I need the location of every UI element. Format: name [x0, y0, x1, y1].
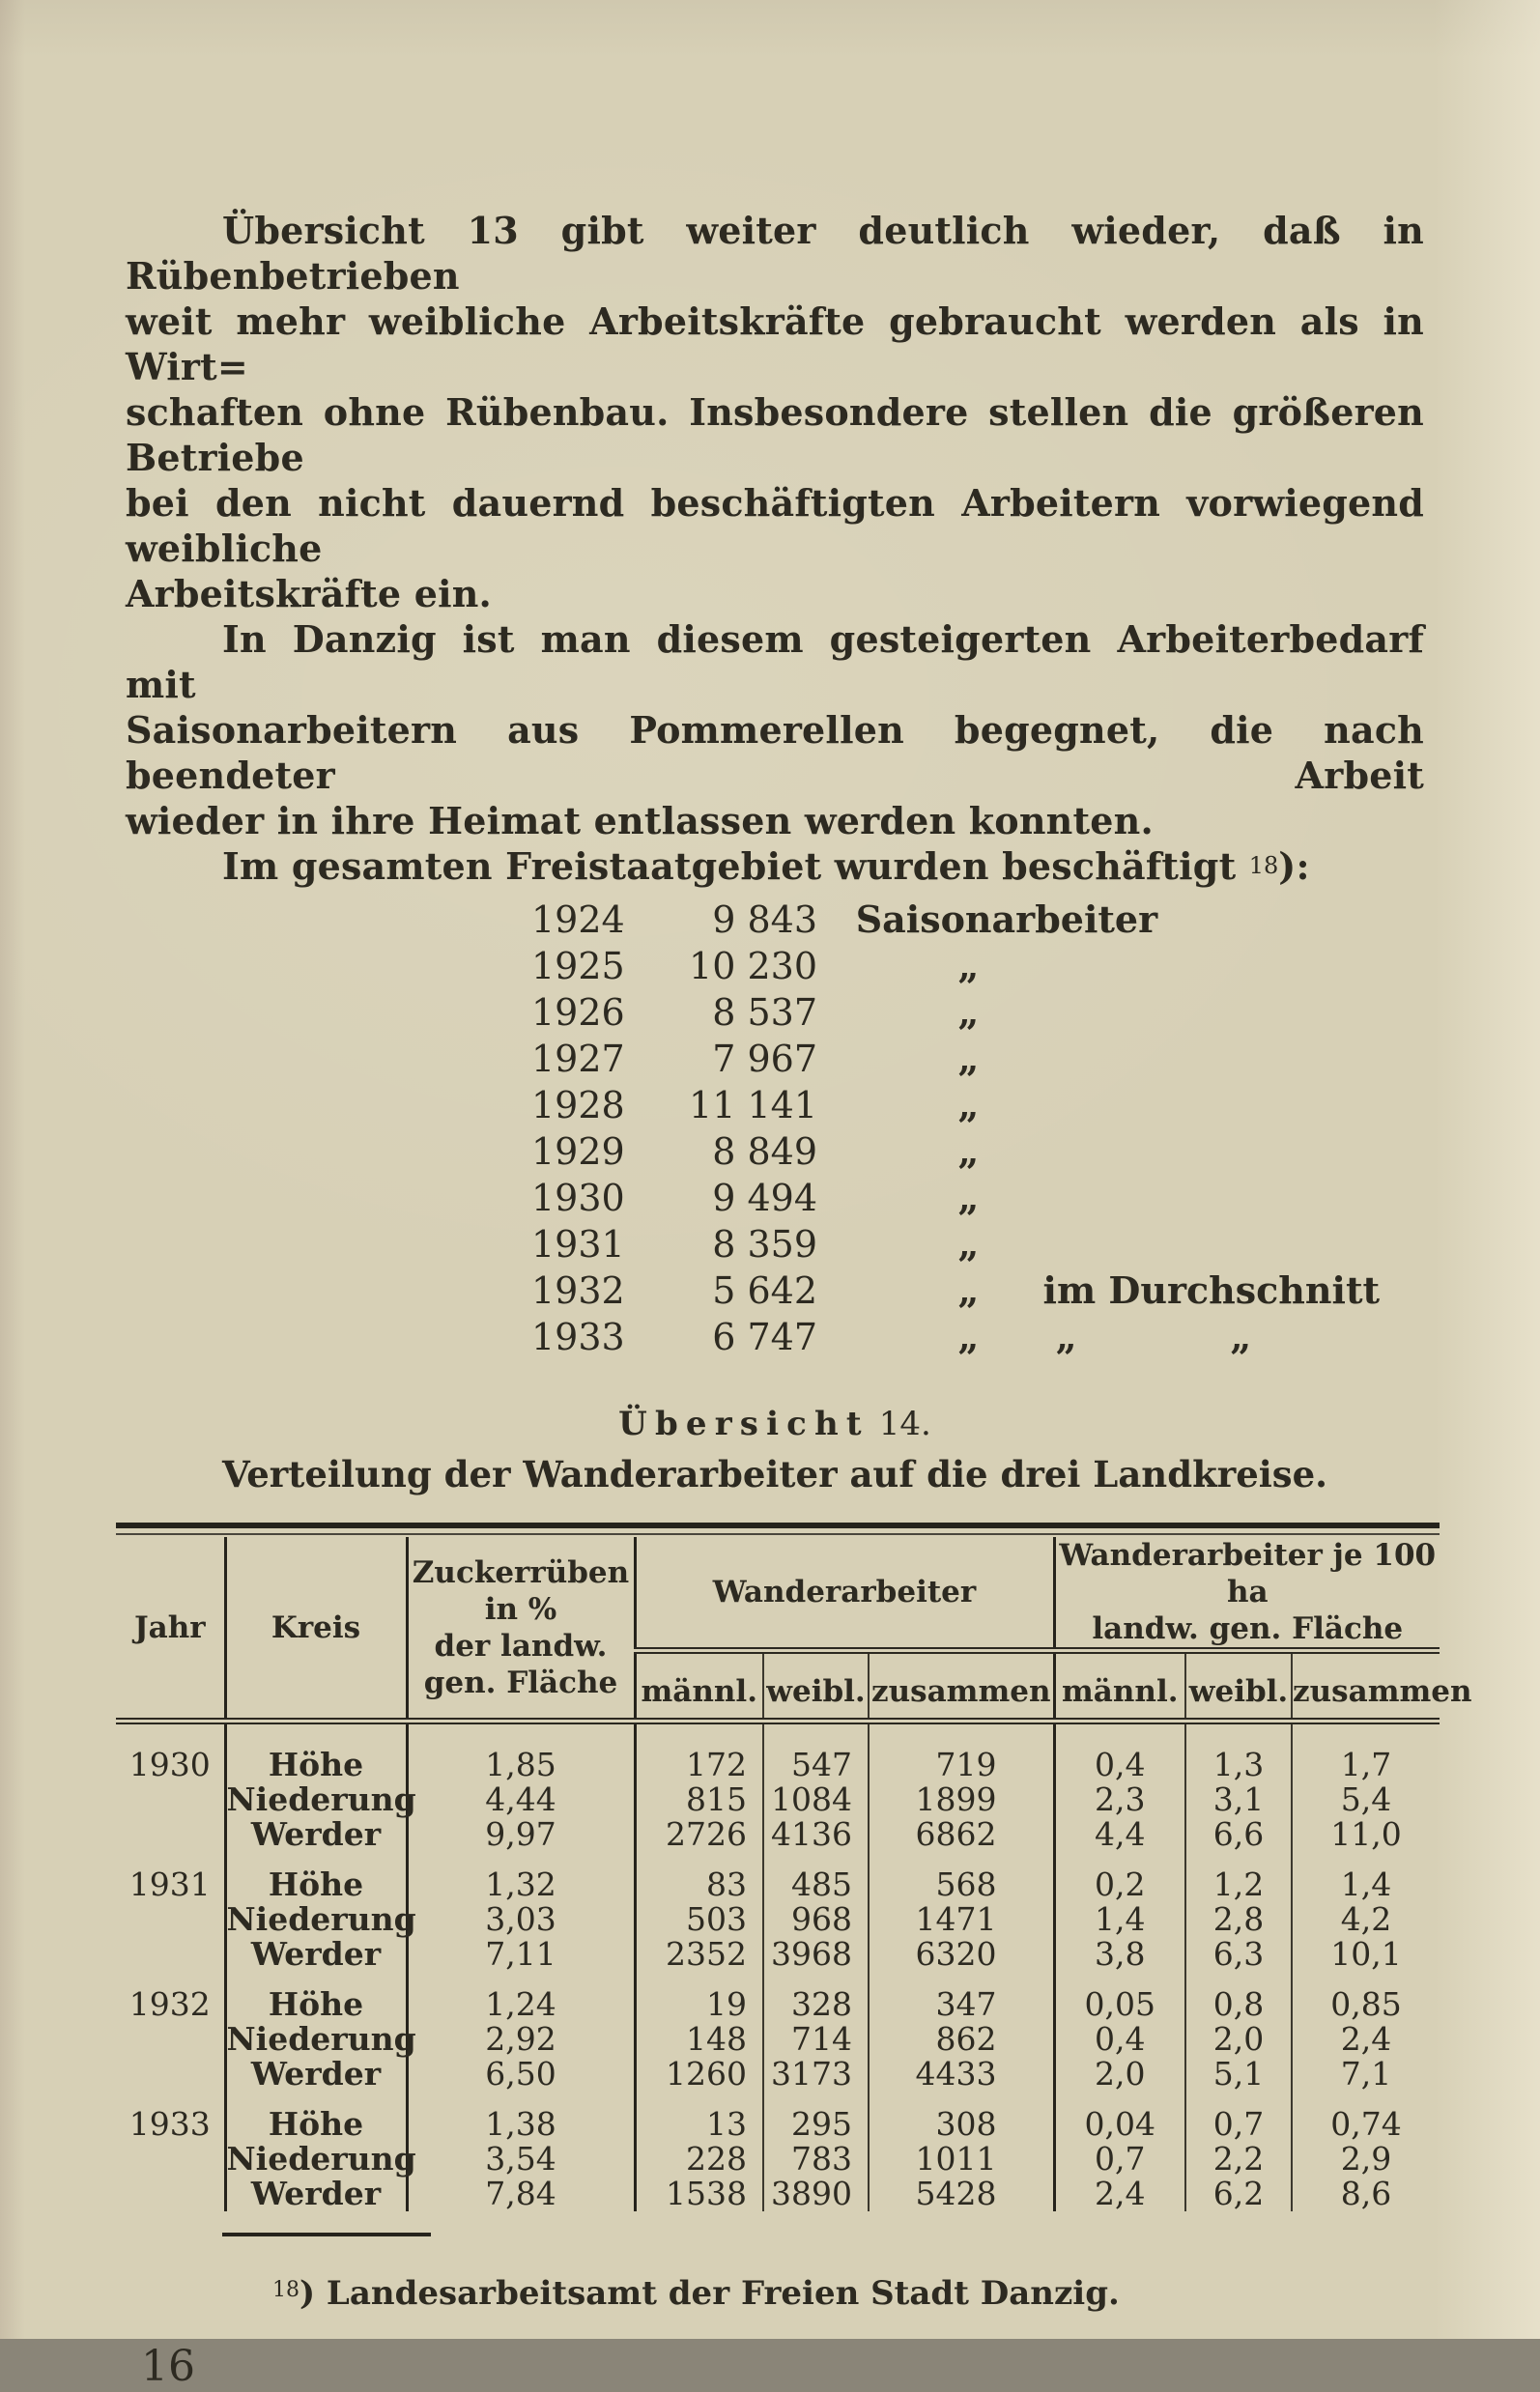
- cell-value: 0,7: [1054, 2142, 1185, 2177]
- cell-value: 19: [635, 1972, 763, 2022]
- saison-year: 1928: [531, 1084, 625, 1126]
- cell-value: 308: [869, 2092, 1054, 2142]
- saison-suffix: „ „ „: [817, 1315, 1252, 1358]
- cell-kreis: Höhe: [225, 1722, 407, 1783]
- footnote-marker: 18: [272, 2278, 299, 2302]
- cell-value: 83: [635, 1852, 763, 1902]
- cell-value: 1084: [763, 1782, 869, 1817]
- table-row: [116, 1817, 1440, 1852]
- footnote-separator: [222, 2233, 431, 2236]
- cell-kreis: Höhe: [225, 1972, 407, 2022]
- table-row: [116, 1852, 1440, 1902]
- cell-value: 547: [763, 1722, 869, 1783]
- group-header-wanderarbeiter-je-100ha: [1054, 1537, 1440, 1651]
- cell-value: 3890: [763, 2177, 869, 2211]
- cell-value: 7,1: [1292, 2057, 1440, 2092]
- saison-suffix: „: [817, 1222, 980, 1266]
- cell-value: 1,38: [407, 2092, 635, 2142]
- cell-value: 1,4: [1054, 1902, 1185, 1937]
- col-header-kreis: Kreis: [225, 1537, 407, 1722]
- saison-year: 1931: [531, 1223, 625, 1266]
- saison-row: [531, 1175, 1424, 1221]
- cell-kreis: Höhe: [225, 1852, 407, 1902]
- cell-value: 3,03: [407, 1902, 635, 1937]
- subheader-weibl: weibl.: [763, 1651, 869, 1722]
- cell-value: 0,05: [1054, 1972, 1185, 2022]
- uebersicht-14-table: [116, 1523, 1472, 2212]
- paragraph-uebersicht-13: [126, 208, 1424, 616]
- cell-value: 6,50: [407, 2057, 635, 2092]
- subheader-zusammen: zusammen: [1292, 1651, 1440, 1722]
- cell-kreis: Werder: [225, 2057, 407, 2092]
- cell-value: 3,8: [1054, 1937, 1185, 1972]
- table-header-row: [116, 1537, 1440, 1651]
- table-title-word: Übersicht: [618, 1405, 870, 1443]
- cell-value: 1,85: [407, 1722, 635, 1783]
- cell-value: 4136: [763, 1817, 869, 1852]
- cell-value: 1899: [869, 1782, 1054, 1817]
- cell-jahr: [116, 1937, 225, 1972]
- header-line: Zuckerrüben: [412, 1554, 630, 1590]
- saison-suffix: „: [817, 1037, 980, 1080]
- cell-value: 0,8: [1185, 1972, 1292, 2022]
- header-line: gen. Fläche: [423, 1665, 618, 1700]
- cell-value: 328: [763, 1972, 869, 2022]
- cell-value: 2,8: [1185, 1902, 1292, 1937]
- cell-value: 0,74: [1292, 2092, 1440, 2142]
- cell-value: 0,85: [1292, 1972, 1440, 2022]
- table-title-number: 14.: [878, 1405, 931, 1443]
- saison-row: [531, 1036, 1424, 1082]
- saison-count: 7 967: [712, 1038, 817, 1080]
- saison-year: 1933: [531, 1316, 625, 1358]
- cell-value: 1260: [635, 2057, 763, 2092]
- cell-kreis: Niederung: [226, 2020, 416, 2058]
- saison-year: 1932: [531, 1269, 625, 1312]
- cell-value: 815: [635, 1782, 763, 1817]
- cell-value: 4,4: [1054, 1817, 1185, 1852]
- cell-value: 2,0: [1185, 2022, 1292, 2057]
- saison-count: 10 230: [689, 945, 817, 987]
- cell-jahr: [116, 2177, 225, 2211]
- cell-jahr: 1930: [128, 1746, 211, 1783]
- cell-value: 347: [869, 1972, 1054, 2022]
- cell-value: 4,44: [407, 1782, 635, 1817]
- group-header-wanderarbeiter: Wanderarbeiter: [635, 1537, 1054, 1651]
- cell-value: 3173: [763, 2057, 869, 2092]
- cell-value: 714: [763, 2022, 869, 2057]
- cell-value: 1,24: [407, 1972, 635, 2022]
- saison-row: [531, 1314, 1424, 1360]
- cell-value: 6320: [869, 1937, 1054, 1972]
- cell-value: 6,2: [1185, 2177, 1292, 2211]
- cell-kreis: Niederung: [226, 1900, 416, 1938]
- header-line: in %: [484, 1591, 557, 1627]
- cell-value: 4,2: [1292, 1902, 1440, 1937]
- cell-value: 1538: [635, 2177, 763, 2211]
- paragraph-freistaatgebiet: [126, 843, 1424, 889]
- saison-year: 1927: [531, 1038, 625, 1080]
- paragraph-line: wieder in ihre Heimat entlassen werden konnten.: [126, 799, 1154, 842]
- cell-value: 2,4: [1292, 2022, 1440, 2057]
- cell-value: 2,2: [1185, 2142, 1292, 2177]
- cell-value: 0,2: [1054, 1852, 1185, 1902]
- cell-value: 862: [869, 2022, 1054, 2057]
- table-top-rule: [116, 1523, 1440, 1535]
- footnote-text: ) Landesarbeitsamt der Freien Stadt Danzig.: [299, 2274, 1120, 2313]
- cell-value: 5,4: [1292, 1782, 1440, 1817]
- paragraph-line: Saisonarbeitern aus Pommerellen begegnet, die nach beendeter Arbeit: [126, 708, 1424, 797]
- cell-kreis: Niederung: [226, 1780, 416, 1818]
- line-text: ):: [1278, 844, 1310, 888]
- saison-row: [531, 1082, 1424, 1128]
- paragraph-line: Übersicht 13 gibt weiter deutlich wieder, daß in Rübenbetrieben: [126, 209, 1424, 298]
- cell-value: 1,2: [1185, 1852, 1292, 1902]
- page-content: [126, 208, 1472, 2392]
- subheader-weibl: weibl.: [1185, 1651, 1292, 1722]
- paragraph-line: bei den nicht dauernd beschäftigten Arbeitern vorwiegend weibliche: [126, 481, 1424, 570]
- saison-count: 5 642: [712, 1269, 817, 1312]
- col-header-jahr: Jahr: [116, 1537, 225, 1722]
- saison-year: 1924: [531, 898, 625, 941]
- cell-value: 2726: [635, 1817, 763, 1852]
- cell-kreis: Niederung: [226, 2140, 416, 2178]
- cell-value: 1,4: [1292, 1852, 1440, 1902]
- saison-suffix: „: [817, 944, 980, 987]
- cell-value: 2352: [635, 1937, 763, 1972]
- cell-kreis: Höhe: [225, 2092, 407, 2142]
- saison-count: 8 359: [712, 1223, 817, 1266]
- table-row: [116, 1902, 1440, 1937]
- paragraph-line: In Danzig ist man diesem gesteigerten Arbeiterbedarf mit: [126, 617, 1424, 706]
- cell-jahr: [116, 1902, 225, 1937]
- table-header: [116, 1537, 1472, 1722]
- header-line: Wanderarbeiter je 100 ha: [1059, 1538, 1437, 1609]
- page-number: 16: [141, 2342, 195, 2391]
- cell-value: 3,1: [1185, 1782, 1292, 1817]
- cell-jahr: [116, 2142, 225, 2177]
- cell-kreis: Werder: [225, 2177, 407, 2211]
- cell-jahr: [116, 2022, 225, 2057]
- cell-value: 228: [635, 2142, 763, 2177]
- cell-kreis: Werder: [225, 1937, 407, 1972]
- cell-jahr: 1932: [128, 1985, 211, 2023]
- table-subtitle: Verteilung der Wanderarbeiter auf die drei Landkreise.: [221, 1453, 1328, 1495]
- saison-row: [531, 1221, 1424, 1267]
- table-row: [116, 2092, 1440, 2142]
- saison-year: 1930: [531, 1177, 625, 1219]
- saison-suffix: „: [817, 1083, 980, 1126]
- cell-value: 148: [635, 2022, 763, 2057]
- table-row: [116, 2142, 1440, 2177]
- cell-value: 2,4: [1054, 2177, 1185, 2211]
- cell-value: 8,6: [1292, 2177, 1440, 2211]
- saison-row: [531, 943, 1424, 989]
- saison-suffix: „: [817, 1129, 980, 1173]
- cell-value: 1471: [869, 1902, 1054, 1937]
- cell-value: 10,1: [1292, 1937, 1440, 1972]
- paragraph-line: schaften ohne Rübenbau. Insbesondere stellen die größeren Betriebe: [126, 390, 1424, 479]
- cell-value: 2,0: [1054, 2057, 1185, 2092]
- header-line: landw. gen. Fläche: [1092, 1611, 1404, 1646]
- cell-value: 5428: [869, 2177, 1054, 2211]
- paragraph-danzig: [126, 616, 1424, 843]
- cell-value: 719: [869, 1722, 1054, 1783]
- line-text: Im gesamten Freistaatgebiet wurden beschäftigt: [222, 844, 1249, 888]
- cell-value: 2,9: [1292, 2142, 1440, 2177]
- table-row: [116, 1782, 1440, 1817]
- subheader-maennl: männl.: [635, 1651, 763, 1722]
- table-row: [116, 1972, 1440, 2022]
- saison-suffix: Saisonarbeiter: [817, 897, 1158, 941]
- table-title: [126, 1401, 1424, 1447]
- table-body: [116, 1722, 1440, 2212]
- cell-value: 4433: [869, 2057, 1054, 2092]
- cell-value: 1011: [869, 2142, 1054, 2177]
- cell-value: 5,1: [1185, 2057, 1292, 2092]
- saison-suffix: „: [817, 1176, 980, 1219]
- saison-row: [531, 989, 1424, 1036]
- cell-value: 6,3: [1185, 1937, 1292, 1972]
- cell-jahr: [116, 2057, 225, 2092]
- saison-count: 8 537: [712, 991, 817, 1034]
- wanderarbeiter-table: [116, 1537, 1472, 2212]
- saison-year: 1925: [531, 945, 625, 987]
- table-row: [116, 1722, 1440, 1783]
- table-row: [116, 2177, 1440, 2211]
- saison-row: [531, 1128, 1424, 1175]
- cell-jahr: 1933: [128, 2105, 211, 2143]
- saison-year: 1926: [531, 991, 625, 1034]
- subheader-maennl: männl.: [1054, 1651, 1185, 1722]
- cell-value: 1,32: [407, 1852, 635, 1902]
- cell-value: 6,6: [1185, 1817, 1292, 1852]
- saison-year: 1929: [531, 1130, 625, 1173]
- paragraph-line: Arbeitskräfte ein.: [126, 572, 492, 615]
- cell-value: 0,04: [1054, 2092, 1185, 2142]
- cell-jahr: [116, 1782, 225, 1817]
- saison-count: 11 141: [689, 1084, 817, 1126]
- saison-suffix: „ im Durchschnitt: [817, 1268, 1381, 1312]
- paragraph-line: [126, 843, 1424, 889]
- cell-value: 503: [635, 1902, 763, 1937]
- saison-count: 9 843: [712, 898, 817, 941]
- cell-value: 3,54: [407, 2142, 635, 2177]
- cell-value: 172: [635, 1722, 763, 1783]
- cell-value: 7,84: [407, 2177, 635, 2211]
- cell-value: 9,97: [407, 1817, 635, 1852]
- cell-value: 11,0: [1292, 1817, 1440, 1852]
- cell-jahr: [116, 1817, 225, 1852]
- cell-value: 485: [763, 1852, 869, 1902]
- cell-value: 1,7: [1292, 1722, 1440, 1783]
- cell-value: 1,3: [1185, 1722, 1292, 1783]
- cell-value: 3968: [763, 1937, 869, 1972]
- paragraph-line: weit mehr weibliche Arbeitskräfte gebraucht werden als in Wirt=: [126, 299, 1424, 388]
- cell-value: 783: [763, 2142, 869, 2177]
- table-row: [116, 2022, 1440, 2057]
- cell-value: 6862: [869, 1817, 1054, 1852]
- cell-value: 0,4: [1054, 1722, 1185, 1783]
- saison-suffix: „: [817, 990, 980, 1034]
- cell-value: 2,3: [1054, 1782, 1185, 1817]
- table-row: [116, 2057, 1440, 2092]
- saison-count: 9 494: [712, 1177, 817, 1219]
- cell-value: 0,4: [1054, 2022, 1185, 2057]
- saison-count: 6 747: [712, 1316, 817, 1358]
- header-line: der landw.: [434, 1628, 608, 1664]
- cell-jahr: 1931: [128, 1865, 211, 1903]
- subheader-zusammen: zusammen: [869, 1651, 1054, 1722]
- cell-value: 2,92: [407, 2022, 635, 2057]
- saisonarbeiter-list: [531, 897, 1424, 1360]
- cell-kreis: Werder: [225, 1817, 407, 1852]
- saison-row: [531, 897, 1424, 943]
- cell-value: 968: [763, 1902, 869, 1937]
- saison-count: 8 849: [712, 1130, 817, 1173]
- cell-value: 0,7: [1185, 2092, 1292, 2142]
- saison-row: [531, 1267, 1424, 1314]
- cell-value: 568: [869, 1852, 1054, 1902]
- footnote-18: [272, 2269, 1424, 2315]
- cell-value: 7,11: [407, 1937, 635, 1972]
- footnote-reference-18: 18: [1248, 852, 1279, 879]
- col-header-zuckerrueben: [407, 1537, 635, 1722]
- cell-value: 295: [763, 2092, 869, 2142]
- table-row: [116, 1937, 1440, 1972]
- cell-value: 13: [635, 2092, 763, 2142]
